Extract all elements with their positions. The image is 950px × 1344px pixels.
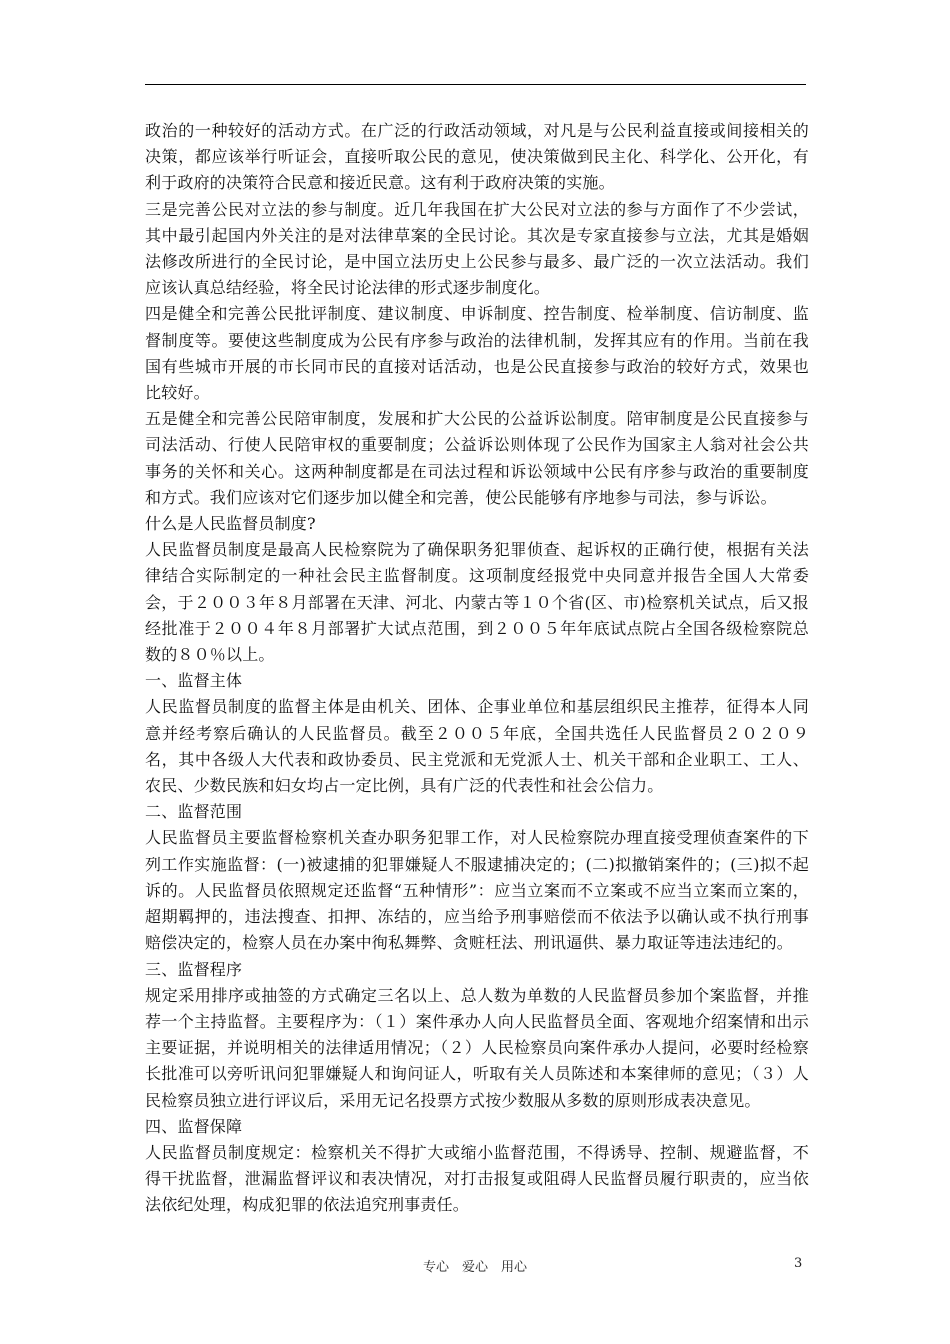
page-number: 3 xyxy=(794,1256,803,1271)
paragraph: 三是完善公民对立法的参与制度。近几年我国在扩大公民对立法的参与方面作了不少尝试，其中最引起国内外关注的是对法律草案的全民讨论。其次是专家直接参与立法，尤其是婚姻法修改所进行的全民讨论，是中国立法历史上公民参与最多、最广泛的一次立法活动。我们应该认真总结经验，将全民讨论法律的形式逐步制度化。 xyxy=(145,199,809,298)
section-heading: 一、监督主体 xyxy=(145,671,243,691)
footer-motto: 专心 爱心 用心 xyxy=(422,1260,527,1275)
paragraph: 五是健全和完善公民陪审制度，发展和扩大公民的公益诉讼制度。陪审制度是公民直接参与司法活动、行使人民陪审权的重要制度；公益诉讼则体现了公民作为国家主人翁对社会公共事务的关怀和关心。这两种制度都是在司法过程和诉讼领域中公民有序参与政治的重要制度和方式。我们应该对它们逐步加以健全和完善，使公民能够有序地参与司法，参与诉讼。 xyxy=(145,409,809,507)
paragraph: 规定采用排序或抽签的方式确定三名以上、总人数为单数的人民监督员参加个案监督，并推荐一个主持监督。主要程序为：（１）案件承办人向人民监督员全面、客观地介绍案情和出示主要证据，并说明相关的法律适用情况；（２）人民检察员向案件承办人提问，必要时经检察长批准可以旁听讯问犯罪嫌疑人和询问证人，听取有关人员陈述和本案律师的意见；（３）人民检察员独立进行评议后，采用无记名投票方式按少数服从多数的原则形成表决意见。 xyxy=(145,985,809,1110)
paragraph: 四是健全和完善公民批评制度、建议制度、申诉制度、控告制度、检举制度、信访制度、监督制度等。要使这些制度成为公民有序参与政治的法律机制，发挥其应有的作用。当前在我国有些城市开展的市长同市民的直接对话活动，也是公民直接参与政治的较好方式，效果也比较好。 xyxy=(145,304,809,403)
section-heading: 三、监督程序 xyxy=(145,959,243,979)
section-heading: 二、监督范围 xyxy=(145,802,243,822)
question-heading: 什么是人民监督员制度? xyxy=(145,514,316,534)
paragraph: 人民监督员主要监督检察机关查办职务犯罪工作，对人民检察院办理直接受理侦查案件的下列工作实施监督：(一)被逮捕的犯罪嫌疑人不服逮捕决定的；(二)拟撤销案件的；(三)拟不起诉的。人民监督员依照规定还监督“五种情形”：应当立案而不立案或不应当立案而立案的，超期羁押的，违法搜查、扣押、冻结的，应当给予刑事赔偿而不依法予以确认或不执行刑事赔偿决定的，检察人员在办案中徇私舞弊、贪赃枉法、刑讯逼供、暴力取证等违法违纪的。 xyxy=(145,828,809,953)
header-rule xyxy=(145,84,806,85)
paragraph: 人民监督员制度的监督主体是由机关、团体、企事业单位和基层组织民主推荐，征得本人同意并经考察后确认的人民监督员。截至２００５年底，全国共选任人民监督员２０２０９名，其中各级人大代表和政协委员、民主党派和无党派人士、机关干部和企业职工、工人、农民、少数民族和妇女均占一定比例，具有广泛的代表性和社会公信力。 xyxy=(145,697,809,796)
paragraph: 人民监督员制度规定：检察机关不得扩大或缩小监督范围，不得诱导、控制、规避监督，不得干扰监督，泄漏监督评议和表决情况，对打击报复或阻碍人民监督员履行职责的，应当依法依纪处理，构成犯罪的依法追究刑事责任。 xyxy=(145,1142,809,1215)
paragraph: 政治的一种较好的活动方式。在广泛的行政活动领域，对凡是与公民利益直接或间接相关的决策，都应该举行听证会，直接听取公民的意见，使决策做到民主化、科学化、公开化，有利于政府的决策符合民意和接近民意。这有利于政府决策的实施。 xyxy=(145,121,809,193)
section-heading: 四、监督保障 xyxy=(145,1116,243,1136)
document-body xyxy=(145,118,809,1219)
paragraph: 人民监督员制度是最高人民检察院为了确保职务犯罪侦查、起诉权的正确行使，根据有关法律结合实际制定的一种社会民主监督制度。这项制度经报党中央同意并报告全国人大常委会，于２００３年８月部署在天津、河北、内蒙古等１０个省(区、市)检察机关试点，后又报经批准于２００４年８月部署扩大试点范围，到２００５年年底试点院占全国各级检察院总数的８０％以上。 xyxy=(145,540,809,665)
